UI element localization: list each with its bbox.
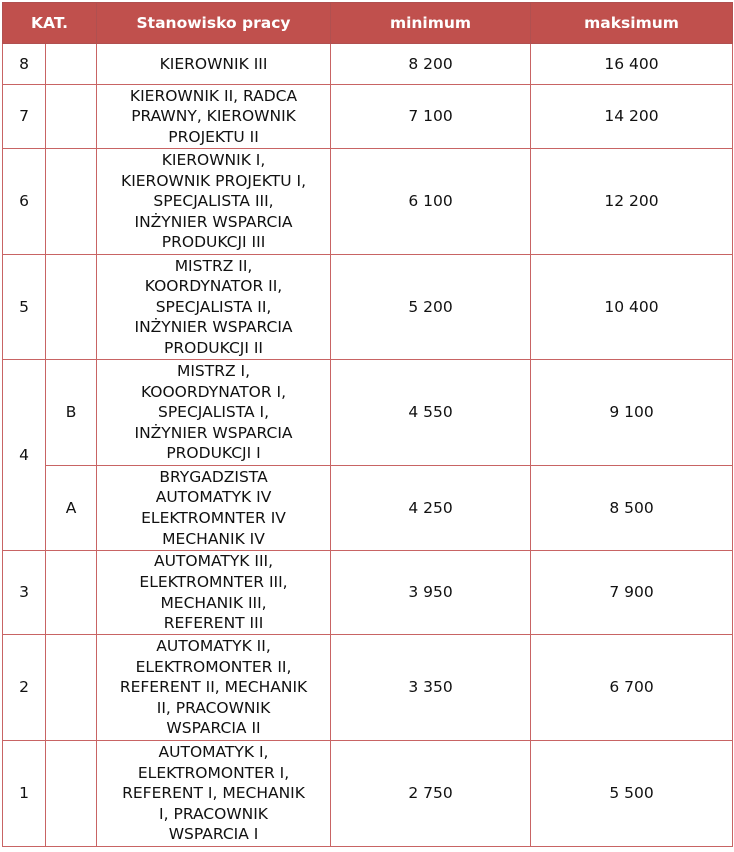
subcategory-cell — [46, 255, 97, 360]
subcategory-cell — [46, 149, 97, 255]
header-maximum: maksimum — [531, 3, 733, 44]
category-cell: 7 — [3, 85, 46, 149]
category-cell: 2 — [3, 635, 46, 741]
minimum-cell: 2 750 — [331, 741, 531, 847]
position-cell: MISTRZ I, KOOORDYNATOR I, SPECJALISTA I, INŻYNIER WSPARCIA PRODUKCJI I — [97, 360, 331, 466]
maximum-cell: 14 200 — [531, 85, 733, 149]
table-row — [3, 149, 733, 255]
salary-grade-table — [2, 2, 733, 847]
subcategory-cell: A — [46, 466, 97, 551]
minimum-cell: 5 200 — [331, 255, 531, 360]
table-row — [3, 360, 733, 466]
position-cell: BRYGADZISTA AUTOMATYK IV ELEKTROMNTER IV MECHANIK IV — [97, 466, 331, 551]
maximum-cell: 10 400 — [531, 255, 733, 360]
category-cell: 1 — [3, 741, 46, 847]
category-cell: 4 — [3, 360, 46, 551]
subcategory-cell — [46, 635, 97, 741]
minimum-cell: 4 250 — [331, 466, 531, 551]
maximum-cell: 9 100 — [531, 360, 733, 466]
table-row — [3, 85, 733, 149]
category-cell: 6 — [3, 149, 46, 255]
subcategory-cell — [46, 85, 97, 149]
position-cell: KIEROWNIK III — [97, 44, 331, 85]
subcategory-cell: B — [46, 360, 97, 466]
position-cell: KIEROWNIK II, RADCA PRAWNY, KIEROWNIK PROJEKTU II — [97, 85, 331, 149]
table-row — [3, 255, 733, 360]
category-cell: 8 — [3, 44, 46, 85]
maximum-cell: 7 900 — [531, 551, 733, 635]
position-cell: AUTOMATYK II, ELEKTROMONTER II, REFERENT II, MECHANIK II, PRACOWNIK WSPARCIA II — [97, 635, 331, 741]
category-cell: 3 — [3, 551, 46, 635]
header-position: Stanowisko pracy — [97, 3, 331, 44]
minimum-cell: 6 100 — [331, 149, 531, 255]
category-cell: 5 — [3, 255, 46, 360]
subcategory-cell — [46, 551, 97, 635]
maximum-cell: 16 400 — [531, 44, 733, 85]
table-row — [3, 635, 733, 741]
minimum-cell: 3 950 — [331, 551, 531, 635]
table-row — [3, 551, 733, 635]
table-row — [3, 466, 733, 551]
maximum-cell: 12 200 — [531, 149, 733, 255]
subcategory-cell — [46, 44, 97, 85]
position-cell: KIEROWNIK I, KIEROWNIK PROJEKTU I, SPECJALISTA III, INŻYNIER WSPARCIA PRODUKCJI III — [97, 149, 331, 255]
position-cell: AUTOMATYK I, ELEKTROMONTER I, REFERENT I, MECHANIK I, PRACOWNIK WSPARCIA I — [97, 741, 331, 847]
minimum-cell: 7 100 — [331, 85, 531, 149]
position-cell: AUTOMATYK III, ELEKTROMNTER III, MECHANIK III, REFERENT III — [97, 551, 331, 635]
minimum-cell: 4 550 — [331, 360, 531, 466]
minimum-cell: 3 350 — [331, 635, 531, 741]
subcategory-cell — [46, 741, 97, 847]
maximum-cell: 5 500 — [531, 741, 733, 847]
table-row — [3, 741, 733, 847]
table-row — [3, 44, 733, 85]
maximum-cell: 8 500 — [531, 466, 733, 551]
header-category: KAT. — [3, 3, 97, 44]
position-cell: MISTRZ II, KOORDYNATOR II, SPECJALISTA II, INŻYNIER WSPARCIA PRODUKCJI II — [97, 255, 331, 360]
minimum-cell: 8 200 — [331, 44, 531, 85]
table-header-row — [3, 3, 733, 44]
header-minimum: minimum — [331, 3, 531, 44]
maximum-cell: 6 700 — [531, 635, 733, 741]
